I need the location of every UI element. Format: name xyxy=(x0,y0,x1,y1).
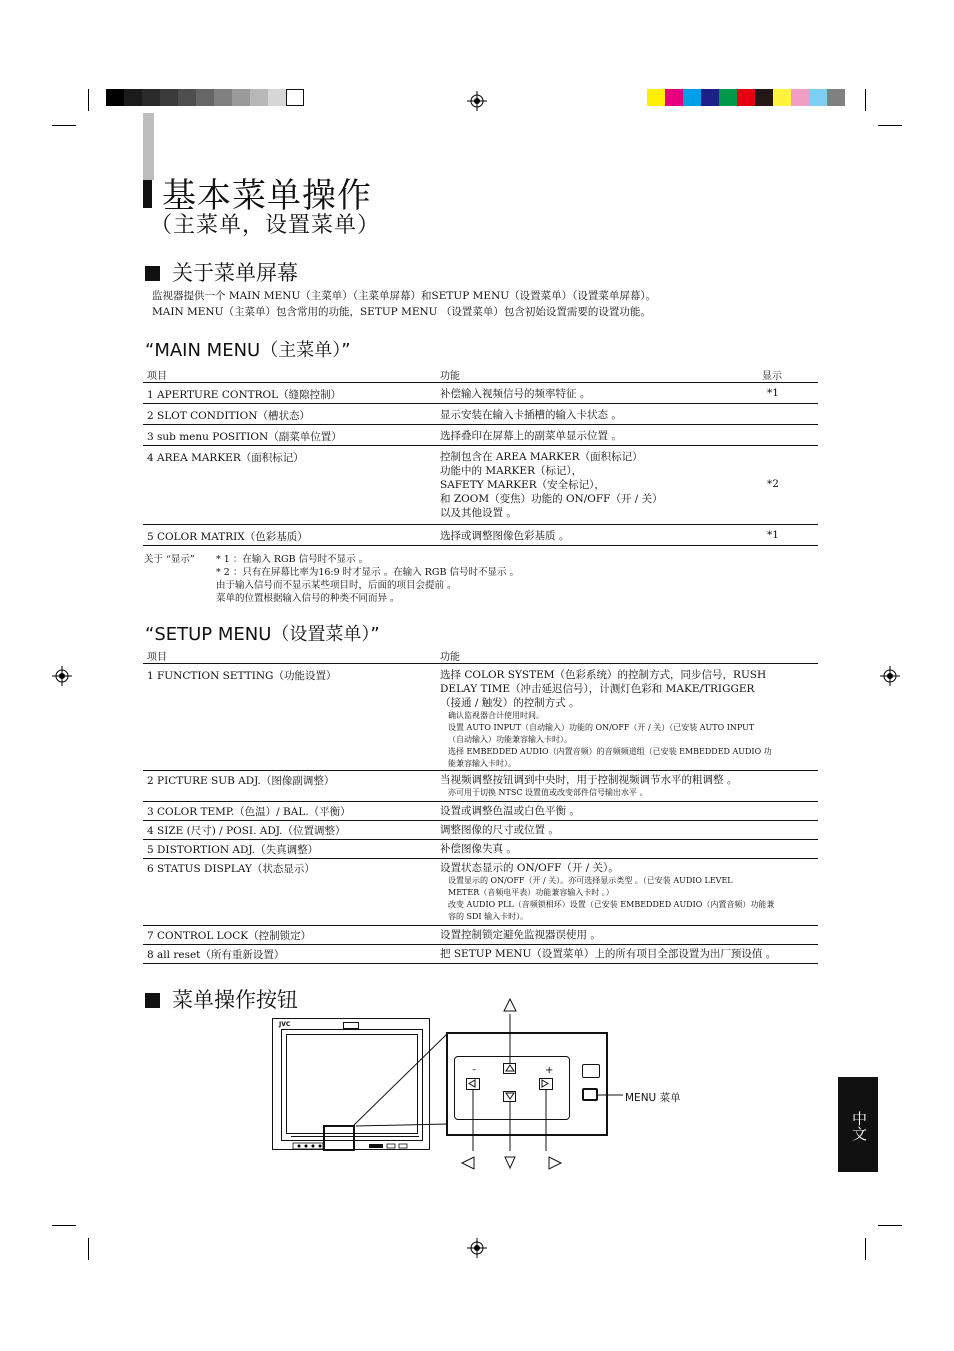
function-note: 选择 EMBEDDED AUDIO（内置音频）的音频频道组（已安装 EMBEDDED AUDIO 功 xyxy=(448,747,772,756)
heading-square-icon xyxy=(145,993,160,1008)
down-arrow-icon xyxy=(505,1157,515,1168)
function-line: DELAY TIME（冲击延迟信号），计测灯色彩和 MAKE/TRIGGER xyxy=(440,683,755,695)
crop-mark xyxy=(878,1225,902,1226)
registration-mark-icon xyxy=(880,666,900,686)
row-function xyxy=(440,450,663,520)
row-item: 2 SLOT CONDITION（槽状态） xyxy=(147,410,310,422)
col-header-item: 项目 xyxy=(147,652,167,663)
registration-mark-icon xyxy=(467,1238,487,1258)
row-item: 7 CONTROL LOCK（控制锁定） xyxy=(147,930,312,942)
gray-calibration-bar xyxy=(106,89,304,106)
page-subtitle: （主菜单，设置菜单） xyxy=(150,213,381,238)
section-heading-menu-buttons xyxy=(145,984,298,1014)
col-header-display: 显示 xyxy=(762,371,782,382)
row-display: *1 xyxy=(767,529,779,541)
heading-square-icon xyxy=(145,266,160,281)
row-display: *1 xyxy=(767,387,779,399)
language-tab xyxy=(838,1077,878,1172)
function-line: 设置状态显示的 ON/OFF（开 / 关）。 xyxy=(440,862,619,874)
plus-label: + xyxy=(545,1065,554,1076)
right-arrow-icon xyxy=(549,1157,561,1169)
setup-menu-table xyxy=(143,647,818,964)
function-line: 选择 COLOR SYSTEM（色彩系统）的控制方式，同步信号，RUSH xyxy=(440,669,767,681)
crop-mark xyxy=(88,1238,89,1260)
crop-mark xyxy=(865,1238,866,1260)
color-swatch xyxy=(196,89,214,106)
color-swatch xyxy=(286,89,304,106)
function-note: 设置显示的 ON/OFF（开 / 关）。亦可选择显示类型 。（已安装 AUDIO LEVEL xyxy=(448,876,733,885)
registration-mark-icon xyxy=(467,91,487,111)
color-swatch xyxy=(142,89,160,106)
row-function: 选择或调整图像色彩基质 。 xyxy=(440,530,570,542)
row-function: 设置控制锁定避免监视器误使用 。 xyxy=(440,929,601,941)
row-function: 补偿图像失真 。 xyxy=(440,843,517,855)
color-swatch xyxy=(250,89,268,106)
col-header-function: 功能 xyxy=(440,652,460,663)
callout-lines xyxy=(350,1032,450,1128)
color-swatch xyxy=(647,89,665,106)
crop-mark xyxy=(52,125,76,126)
section-heading-menu-screen xyxy=(145,257,298,287)
table-row xyxy=(143,840,818,859)
function-notes xyxy=(440,875,774,923)
page-title: 基本菜单操作 xyxy=(162,176,372,216)
color-swatch xyxy=(665,89,683,106)
table-row xyxy=(143,945,818,964)
function-note: 确认监视器合计使用时间。 xyxy=(448,711,544,720)
color-swatch xyxy=(701,89,719,106)
color-swatch xyxy=(827,89,845,106)
function-line: 功能中的 MARKER（标记）， xyxy=(440,465,583,477)
function-note: 容的 SDI 输入卡时）。 xyxy=(448,912,529,921)
function-notes xyxy=(440,710,772,770)
row-item: 5 COLOR MATRIX（色彩基质） xyxy=(147,531,308,543)
color-swatch xyxy=(268,89,286,106)
table-row xyxy=(143,771,818,802)
setup-menu-heading: “SETUP MENU（设置菜单）” xyxy=(145,624,380,645)
button-leader-lines xyxy=(455,996,695,1176)
color-swatch xyxy=(124,89,142,106)
registration-mark-icon xyxy=(52,666,72,686)
crop-mark xyxy=(878,125,902,126)
row-item: 8 all reset（所有重新设置） xyxy=(147,949,285,961)
color-swatch xyxy=(737,89,755,106)
row-item: 5 DISTORTION ADJ.（失真调整） xyxy=(147,844,319,856)
note-line: * 1 ：在输入 RGB 信号时不显示 。 xyxy=(216,554,369,565)
color-swatch xyxy=(106,89,124,106)
row-display: *2 xyxy=(767,478,779,490)
table-row xyxy=(143,383,818,404)
row-function: 调整图像的尺寸或位置 。 xyxy=(440,824,559,836)
function-note: 改变 AUDIO PLL（音频锁相环）设置（已安装 EMBEDDED AUDIO（内置音频）功能兼 xyxy=(448,900,775,909)
main-menu-table xyxy=(143,366,818,546)
table-row xyxy=(143,425,818,446)
row-item: 6 STATUS DISPLAY（状态显示） xyxy=(147,863,315,875)
color-swatch xyxy=(178,89,196,106)
color-swatch xyxy=(791,89,809,106)
table-row xyxy=(143,821,818,840)
menu-button-label: MENU 菜单 xyxy=(625,1092,681,1104)
monitor-indicator xyxy=(343,1022,359,1029)
section-heading-text: 关于菜单屏幕 xyxy=(172,261,298,285)
table-row xyxy=(143,404,818,425)
section-heading-text: 菜单操作按钮 xyxy=(172,988,298,1012)
color-swatch xyxy=(773,89,791,106)
color-swatch xyxy=(683,89,701,106)
table-row xyxy=(143,859,818,926)
row-item: 2 PICTURE SUB ADJ.（图像副调整） xyxy=(147,775,335,787)
minus-label: – xyxy=(472,1065,477,1075)
row-function xyxy=(440,668,772,770)
function-note: 能兼容输入卡时）。 xyxy=(448,759,516,768)
title-accent-bar xyxy=(143,113,154,180)
table-row xyxy=(143,525,818,546)
function-note: 设置 AUTO INPUT（自动输入）功能的 ON/OFF（开 / 关）（已安装 AUTO INPUT xyxy=(448,723,755,732)
col-header-item: 项目 xyxy=(147,371,167,382)
row-function: 设置或调整色温或白色平衡 。 xyxy=(440,805,580,817)
row-function xyxy=(440,861,774,923)
table-row xyxy=(143,926,818,945)
row-function: 显示安装在输入卡插槽的输入卡状态 。 xyxy=(440,409,622,421)
color-calibration-bar xyxy=(647,89,845,106)
brand-logo: JVC xyxy=(279,1021,291,1028)
table-row xyxy=(143,664,818,771)
color-swatch xyxy=(755,89,773,106)
color-swatch xyxy=(809,89,827,106)
title-marker xyxy=(143,180,152,208)
up-arrow-icon xyxy=(504,999,516,1011)
language-tab-label: 中文 xyxy=(850,1111,868,1141)
display-notes-label: 关于 “显示” xyxy=(144,554,195,565)
row-item: 4 AREA MARKER（面积标记） xyxy=(147,452,304,464)
color-swatch xyxy=(232,89,250,106)
function-line: 和 ZOOM（变焦）功能的 ON/OFF（开 / 关） xyxy=(440,493,663,505)
row-function: 选择叠印在屏幕上的副菜单显示位置 。 xyxy=(440,430,622,442)
crop-mark xyxy=(865,89,866,111)
function-note: METER（音频电平表）功能兼容输入卡时 。） xyxy=(448,888,614,897)
function-line: （接通 / 触发）的控制方式 。 xyxy=(440,697,580,709)
crop-mark xyxy=(52,1225,76,1226)
table-row xyxy=(143,446,818,525)
row-function: 把 SETUP MENU（设置菜单）上的所有项目全部设置为出厂预设值 。 xyxy=(440,948,777,960)
control-knobs-icon xyxy=(291,1140,419,1152)
note-line: 由于输入信号而不显示某些项目时，后面的项目会提前 。 xyxy=(216,580,457,591)
intro-text xyxy=(152,288,656,320)
table-row xyxy=(143,802,818,821)
intro-line: 监视器提供一个 MAIN MENU（主菜单）（主菜单屏幕）和SETUP MENU（设置菜单）（设置菜单屏幕）。 xyxy=(152,290,657,302)
display-notes xyxy=(216,553,519,605)
function-line: 当视频调整按钮调到中央时，用于控制视频调节水平的粗调整 。 xyxy=(440,774,738,786)
color-swatch xyxy=(160,89,178,106)
intro-line: MAIN MENU（主菜单）包含常用的功能，SETUP MENU （设置菜单）包含初始设置需要的设置功能。 xyxy=(152,306,651,318)
function-line: 以及其他设置 。 xyxy=(440,507,517,519)
function-note: 亦可用于切换 NTSC 设置值或改变部件信号输出水平 。 xyxy=(448,788,648,797)
row-item: 4 SIZE (尺寸) / POSI. ADJ.（位置调整） xyxy=(147,825,346,837)
note-line: * 2 ：只有在屏幕比率为16:9 时才显示 。在输入 RGB 信号时不显示 。 xyxy=(216,567,519,578)
col-header-function: 功能 xyxy=(440,371,460,382)
function-line: SAFETY MARKER（安全标记）， xyxy=(440,479,605,491)
function-note: （自动输入）功能兼容输入卡时）。 xyxy=(448,735,572,744)
row-function: 补偿输入视频信号的频率特征 。 xyxy=(440,388,591,400)
row-item: 3 sub menu POSITION（副菜单位置） xyxy=(147,431,342,443)
color-swatch xyxy=(719,89,737,106)
function-line: 控制包含在 AREA MARKER（面积标记） xyxy=(440,451,643,463)
left-arrow-icon xyxy=(462,1157,474,1169)
table-header xyxy=(143,647,818,664)
row-item: 1 APERTURE CONTROL（缝隙控制） xyxy=(147,389,342,401)
row-function xyxy=(440,773,737,799)
table-header xyxy=(143,366,818,383)
note-line: 菜单的位置根据输入信号的种类不同而异 。 xyxy=(216,593,400,604)
crop-mark xyxy=(88,89,89,111)
main-menu-heading: “MAIN MENU（主菜单）” xyxy=(145,340,351,361)
control-strip xyxy=(291,1136,419,1149)
row-item: 3 COLOR TEMP.（色温）/ BAL.（平衡） xyxy=(147,806,351,818)
row-item: 1 FUNCTION SETTING（功能设置） xyxy=(147,670,337,682)
color-swatch xyxy=(214,89,232,106)
highlight-box xyxy=(323,1125,355,1151)
